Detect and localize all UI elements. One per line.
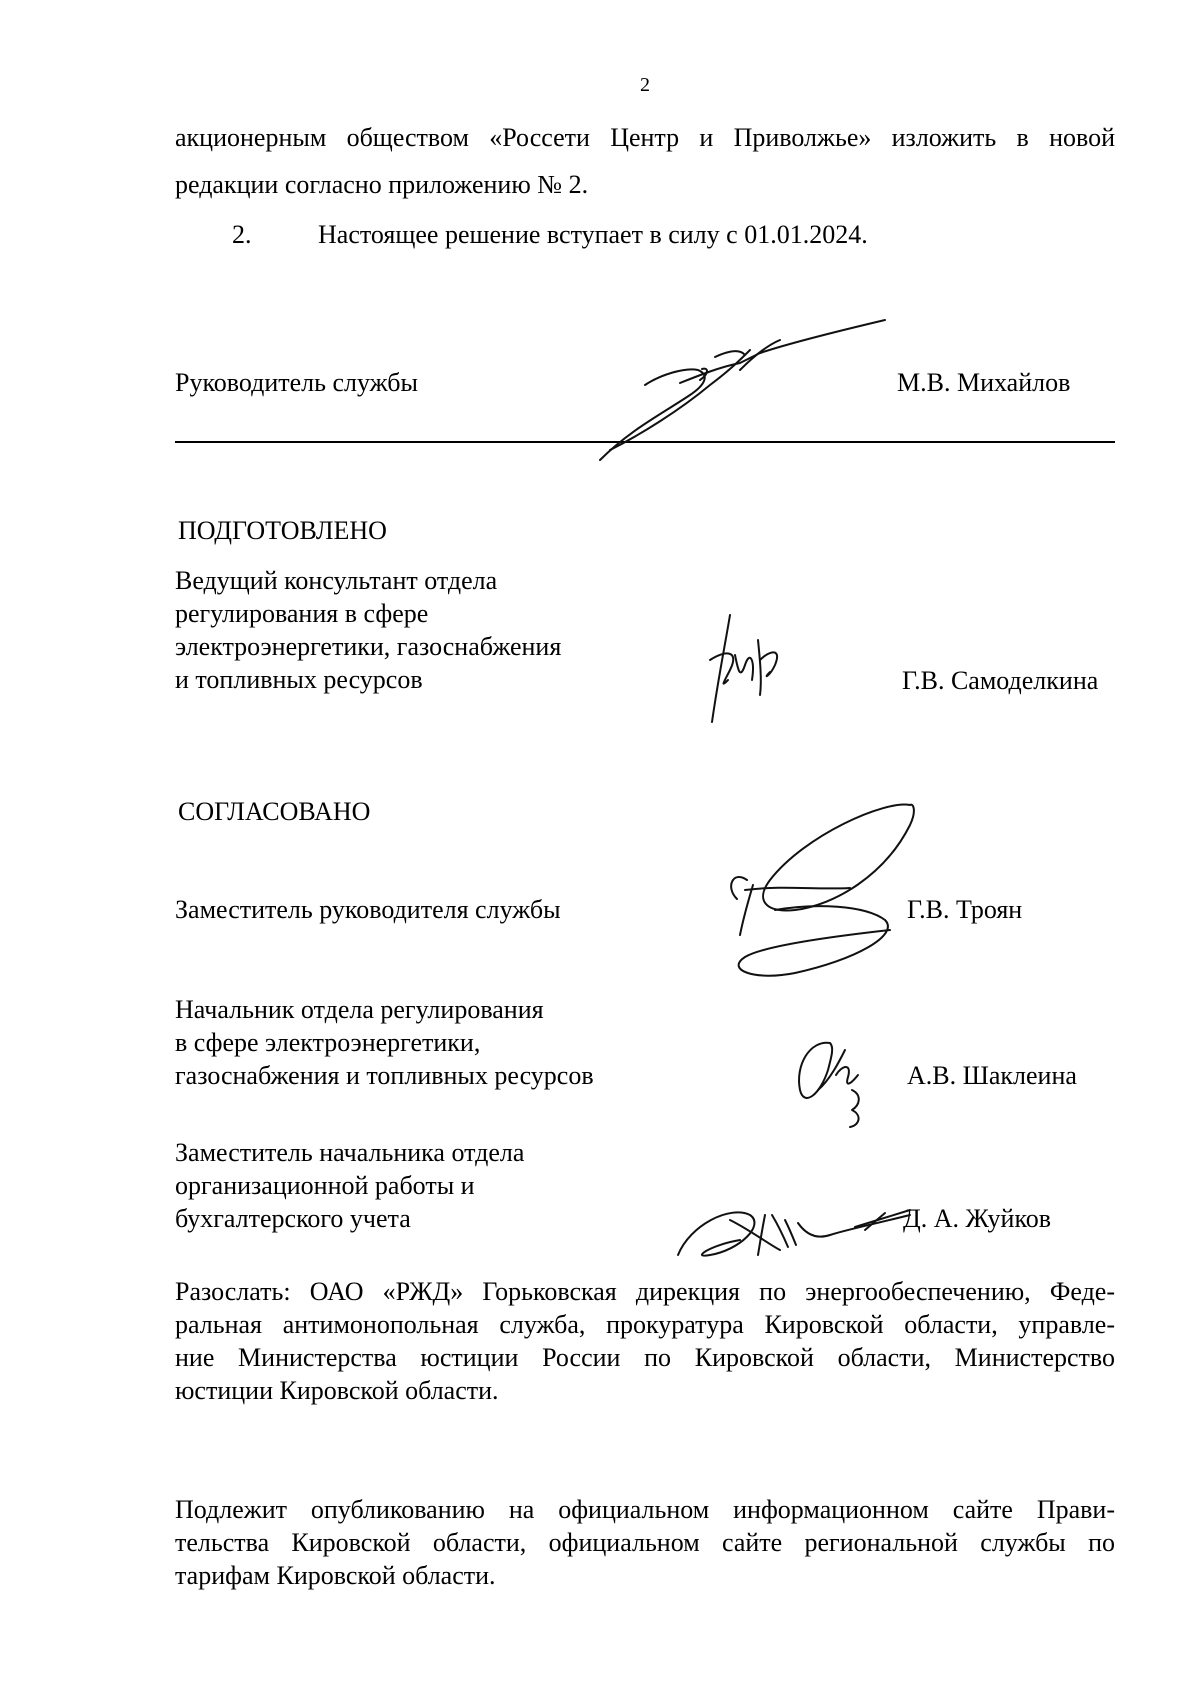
agreed-2-name: А.В. Шаклеина [907,1061,1077,1090]
prepared-position-line4: и топливных ресурсов [175,665,423,694]
signature-agreed-1 [685,795,925,980]
signature-head [590,325,890,465]
prepared-position-line3: электроэнергетики, газоснабжения [175,632,562,661]
publication-line3: тарифам Кировской области. [175,1561,496,1590]
item2-number: 2. [232,220,252,249]
body-para1-line2: редакции согласно приложению № 2. [175,170,589,199]
agreed-1-name: Г.В. Троян [907,895,1023,924]
head-name: М.В. Михайлов [897,368,1071,397]
signature-agreed-2 [790,1035,880,1130]
prepared-position-line1: Ведущий консультант отдела [175,566,498,595]
agreed-3-position-line2: организационной работы и [175,1171,475,1200]
agreed-3-name: Д. А. Жуйков [903,1204,1052,1233]
agreed-2-position-line1: Начальник отдела регулирования [175,995,544,1024]
distribution-line3: ние Министерства юстиции России по Кировской области, Министерство [175,1343,1115,1372]
agreed-3-position-line3: бухгалтерского учета [175,1204,411,1233]
distribution-line2: ральная антимонопольная служба, прокуратура Кировской области, управле- [175,1310,1115,1339]
agreed-heading: СОГЛАСОВАНО [178,797,371,826]
page-number: 2 [640,74,650,96]
body-para1-line1: акционерным обществом «Россети Центр и Приволжье» изложить в новой [175,123,1115,152]
head-position: Руководитель службы [175,368,418,397]
agreed-3-position-line1: Заместитель начальника отдела [175,1138,525,1167]
distribution-line1: Разослать: ОАО «РЖД» Горьковская дирекция по энергообеспечению, Феде- [175,1277,1115,1306]
publication-line2: тельства Кировской области, официальном сайте региональной службы по [175,1528,1115,1557]
agreed-2-position-line3: газоснабжения и топливных ресурсов [175,1061,594,1090]
agreed-2-position-line2: в сфере электроэнергетики, [175,1028,481,1057]
prepared-name: Г.В. Самоделкина [902,666,1099,695]
item2-text: Настоящее решение вступает в силу с 01.01.2024. [318,220,868,249]
prepared-position-line2: регулирования в сфере [175,599,429,628]
distribution-line4: юстиции Кировской области. [175,1376,499,1405]
agreed-1-position: Заместитель руководителя службы [175,895,561,924]
publication-line1: Подлежит опубликованию на официальном информационном сайте Прави- [175,1495,1115,1524]
signature-agreed-3 [670,1185,920,1265]
signature-prepared [700,610,800,730]
prepared-heading: ПОДГОТОВЛЕНО [178,516,387,545]
